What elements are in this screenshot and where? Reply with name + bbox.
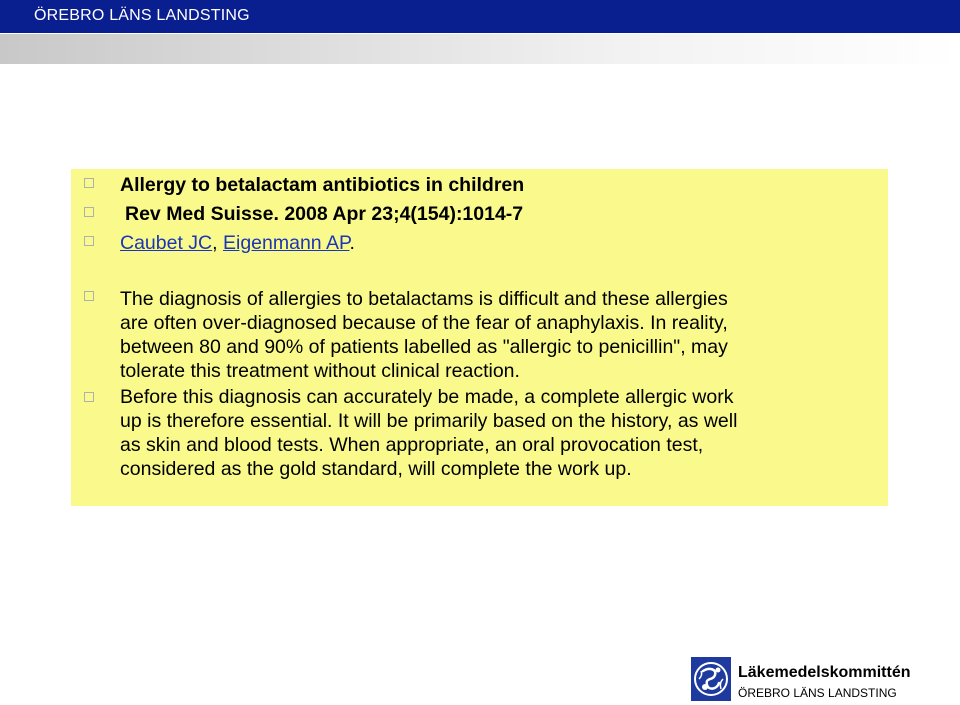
- author-link-eigenmann[interactable]: Eigenmann AP: [222, 232, 350, 254]
- bullet-icon: [84, 291, 94, 301]
- paragraph-2-line-1: Before this diagnosis can accurately be made, a complete allergic work: [120, 386, 734, 408]
- footer-title: Läkemedelskommittén: [738, 664, 911, 681]
- paragraph-2-line-3: as skin and blood tests. When appropriate, an oral provocation test,: [120, 434, 704, 456]
- paragraph-1-line-2: are often over-diagnosed because of the fear of anaphylaxis. In reality,: [120, 312, 728, 334]
- bullet-icon: [84, 178, 94, 188]
- paragraph-1-line-3: between 80 and 90% of patients labelled as "allergic to penicillin", may: [120, 336, 728, 358]
- paragraph-1-line-4: tolerate this treatment without clinical reaction.: [120, 360, 520, 382]
- paragraph-2-line-2: up is therefore essential. It will be primarily based on the history, as well: [120, 410, 738, 432]
- footer-subtitle: ÖREBRO LÄNS LANDSTING: [738, 686, 897, 700]
- author-separator: ,: [212, 232, 223, 254]
- citation-title: Allergy to betalactam antibiotics in children: [120, 174, 525, 196]
- bullet-icon: [84, 236, 94, 246]
- citation-authors: [120, 232, 355, 254]
- header-gradient-strip: [0, 34, 960, 64]
- author-link-caubet[interactable]: Caubet JC: [120, 232, 213, 254]
- header-bar: [0, 0, 960, 33]
- bullet-icon: [84, 392, 94, 402]
- paragraph-2-line-4: considered as the gold standard, will complete the work up.: [120, 458, 632, 480]
- header-title: ÖREBRO LÄNS LANDSTING: [34, 7, 250, 24]
- citation-journal: Rev Med Suisse. 2008 Apr 23;4(154):1014-7: [125, 203, 524, 225]
- bullet-icon: [84, 207, 94, 217]
- paragraph-1-line-1: The diagnosis of allergies to betalactams is difficult and these allergies: [120, 288, 728, 310]
- landsting-logo-icon: [691, 657, 731, 701]
- author-end: .: [349, 232, 355, 254]
